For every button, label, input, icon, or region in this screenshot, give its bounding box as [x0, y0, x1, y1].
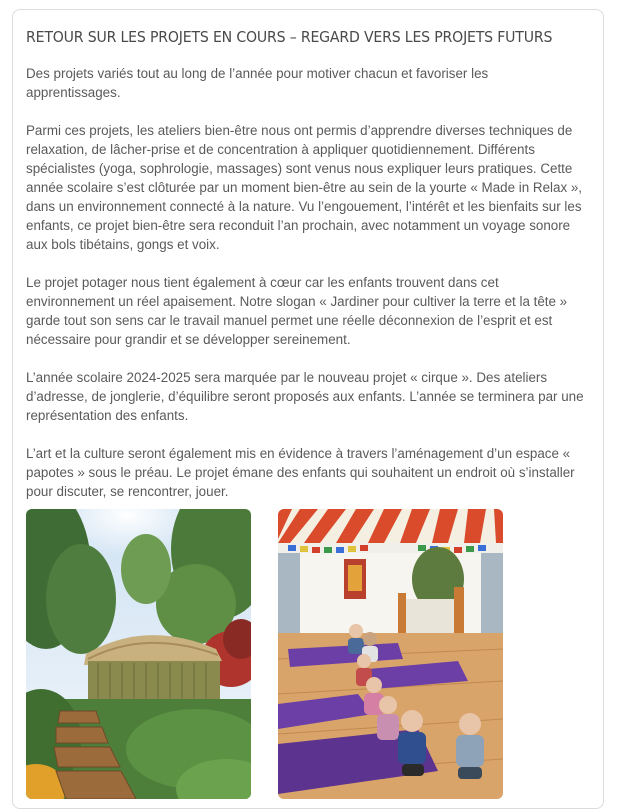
paragraph-circus: L’année scolaire 2024-2025 sera marquée par le nouveau projet « cirque ». Des ateliers d’adresse, de jonglerie, d’équilibre seront proposés aux enfants. L’année se terminera par une représentation des enfants. [26, 370, 584, 423]
article-title: RETOUR SUR LES PROJETS EN COURS – REGARD VERS LES PROJETS FUTURS [26, 28, 553, 46]
yurt-interior-photo[interactable] [278, 509, 503, 799]
paragraph-intro: Des projets variés tout au long de l’année pour motiver chacun et favoriser les apprentissages. [26, 66, 489, 100]
paragraph-wellbeing: Parmi ces projets, les ateliers bien-être nous ont permis d’apprendre diverses techniques de relaxation, de lâcher-prise et de concentration à appliquer quotidiennement. Différents spécialistes (yoga, sophrologie, massages) sont venus nous expliquer leurs pratiques. Cette année scolaire s’est clôturée par un moment bien-être au sein de la yourte « Made in Relax », dans un environnement connecté à la nature. Vu l’engouement, l’intérêt et les bienfaits sur les enfants, ce projet bien-être sera reconduit l’an prochain, avec notamment un voyage sonore aux bols tibétains, gongs et voix. [26, 123, 583, 252]
yurt-garden-photo[interactable] [26, 509, 251, 799]
paragraph-garden: Le projet potager nous tient également à cœur car les enfants trouvent dans cet environnement un réel apaisement. Notre slogan « Jardiner pour cultiver la terre et la tête » garde tout son sens car le travail manuel permet une réelle déconnexion de l’esprit et est nécessaire pour grandir et se développer sereinement. [26, 275, 568, 347]
article-body [26, 64, 586, 520]
paragraph-art: L’art et la culture seront également mis en évidence à travers l’aménagement d’un espace « papotes » sous le préau. Le projet émane des enfants qui souhaitent un endroit où s’installer pour discuter, se rencontrer, jouer. [26, 446, 575, 499]
children-in-yurt-photo-icon [278, 509, 503, 799]
yurt-in-garden-photo-icon [26, 509, 251, 799]
